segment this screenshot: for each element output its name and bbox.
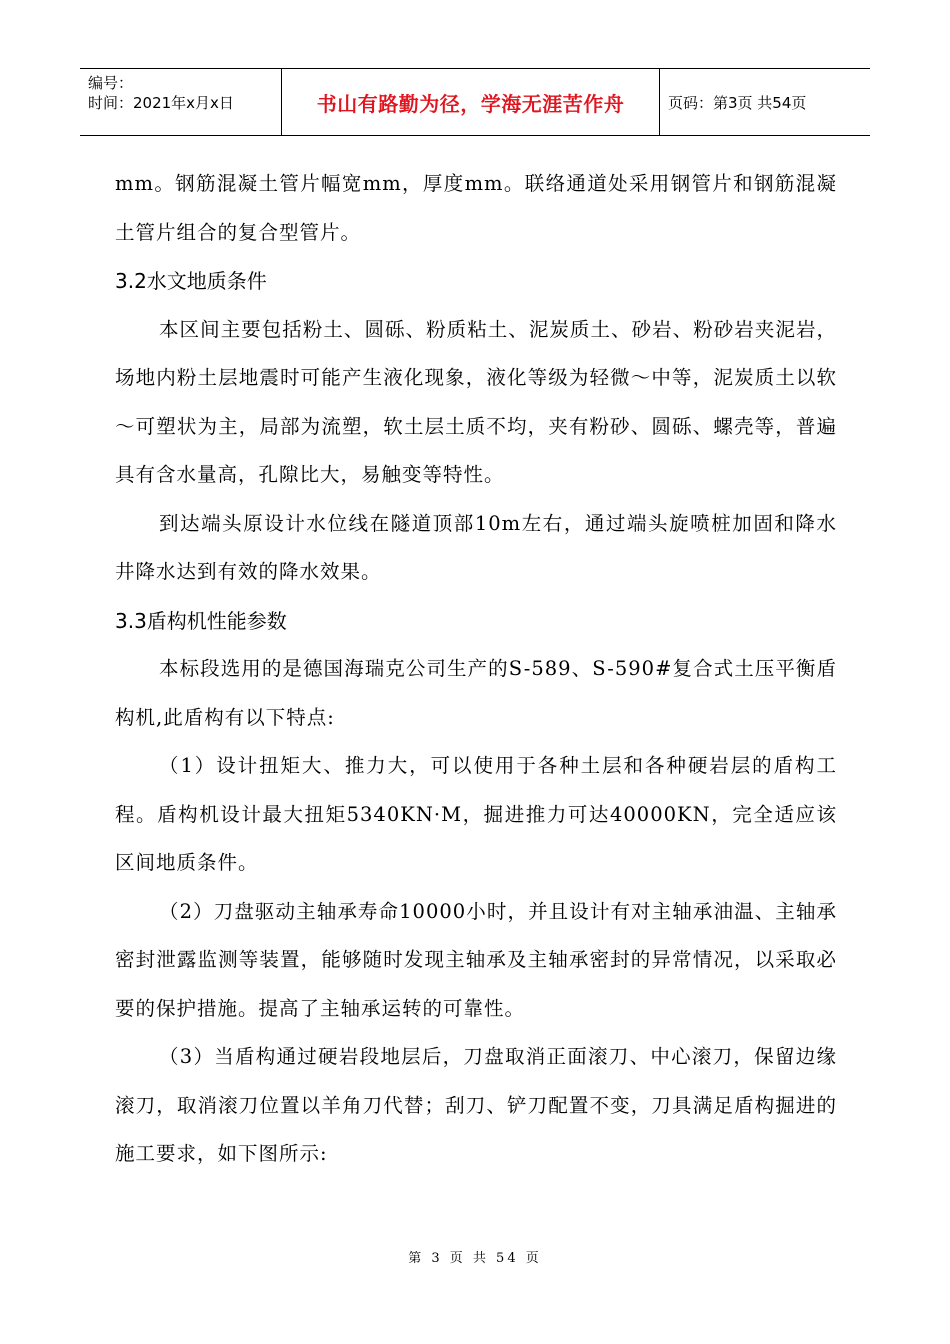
section-heading-3-2: 3.2水文地质条件 [115, 269, 267, 293]
section-heading-3-3: 3.3盾构机性能参数 [115, 608, 287, 633]
document-number-label: 编号： [88, 74, 134, 92]
paragraph-feature-1: （1）设计扭矩大、推力大，可以使用于各种土层和各种硬岩层的盾构工程。盾构机设计最大扭矩5340KN·M，掘进推力可达40000KN，完全适应该区间地质条件。 [115, 754, 837, 874]
paragraph-tbm-intro: 本标段选用的是德国海瑞克公司生产的S-589、S-590#复合式土压平衡盾构机,此盾构有以下特点: [115, 657, 837, 729]
header-meta-cell [80, 69, 282, 135]
paragraph-feature-3: （3）当盾构通过硬岩段地层后，刀盘取消正面滚刀、中心滚刀，保留边缘滚刀，取消滚刀位置以羊角刀代替；刮刀、铲刀配置不变，刀具满足盾构掘进的施工要求，如下图所示: [115, 1045, 837, 1165]
paragraph-geology: 本区间主要包括粉土、圆砾、粉质粘土、泥炭质土、砂岩、粉砂岩夹泥岩，场地内粉土层地震时可能产生液化现象，液化等级为轻微～中等，泥炭质土以软～可塑状为主，局部为流塑，软土层土质不均，夹有粉砂、圆砾、螺壳等，普遍具有含水量高，孔隙比大，易触变等特性。 [115, 317, 837, 486]
header-motto: 书山有路勤为径，学海无涯苦作舟 [282, 69, 660, 135]
paragraph-segment-continuation: mm。钢筋混凝土管片幅宽mm，厚度mm。联络通道处采用钢管片和钢筋混凝土管片组合的复合型管片。 [115, 172, 837, 244]
page-footer: 第 3 页 共 54 页 [408, 1251, 542, 1266]
paragraph-feature-2: （2）刀盘驱动主轴承寿命10000小时，并且设计有对主轴承油温、主轴承密封泄露监测等装置，能够随时发现主轴承及主轴承密封的异常情况，以采取必要的保护措施。提高了主轴承运转的可靠性。 [115, 899, 837, 1020]
header-page-code: 页码：第3页 共54页 [668, 93, 807, 112]
document-body [115, 160, 837, 1179]
document-time-label: 时间：2021年x月x日 [88, 94, 234, 112]
paragraph-water-level: 到达端头原设计水位线在隧道顶部10m左右，通过端头旋喷桩加固和降水井降水达到有效的降水效果。 [115, 511, 837, 583]
header-table [80, 68, 870, 136]
